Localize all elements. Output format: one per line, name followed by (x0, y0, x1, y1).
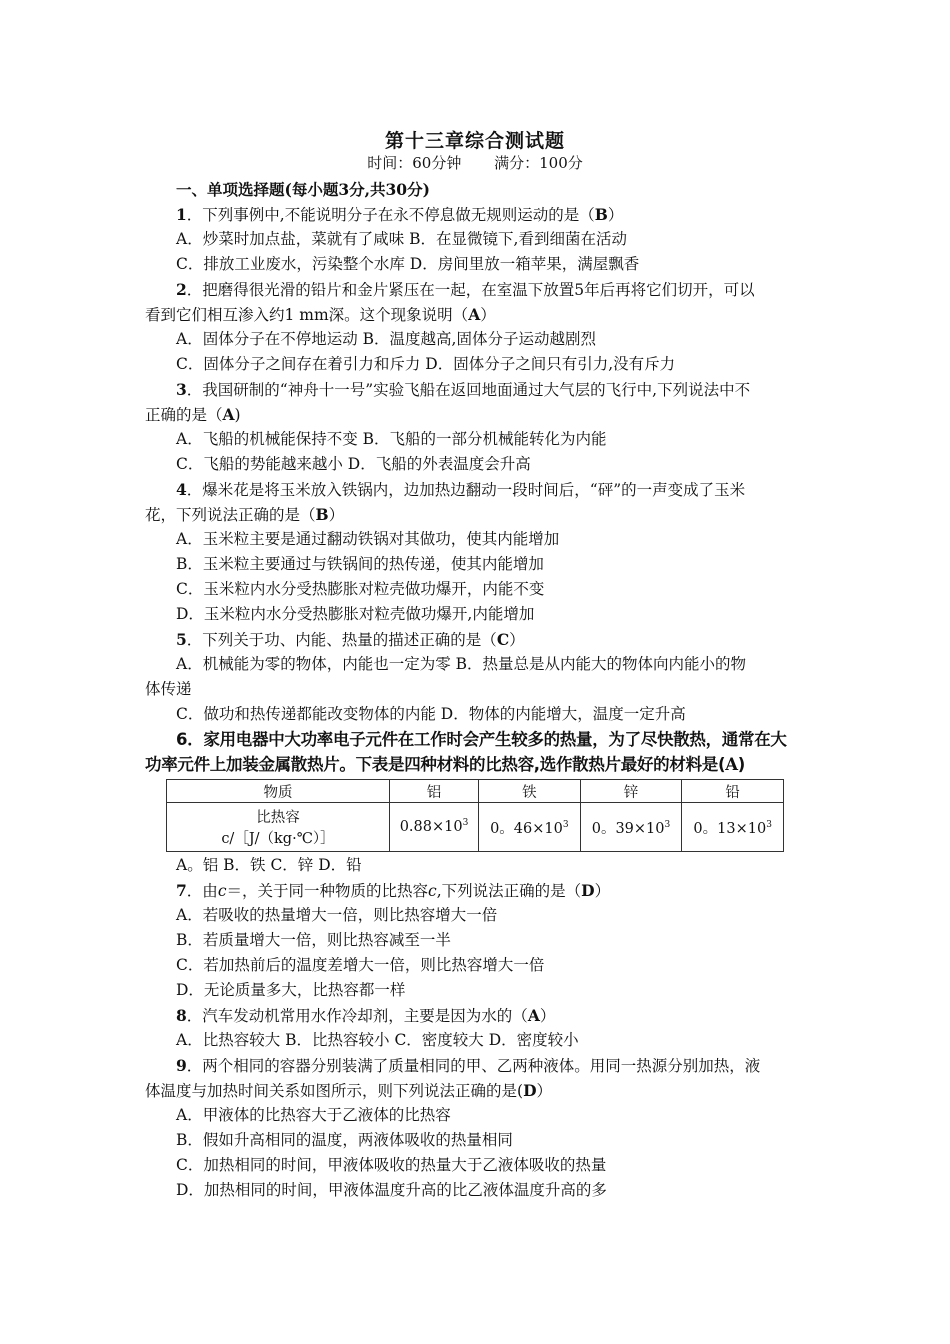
question-5 (145, 627, 810, 652)
option-a: A．若吸收的热量增大一倍，则比热容增大一倍 (176, 906, 498, 924)
table-cell (479, 803, 581, 852)
answer: D (581, 881, 595, 900)
question-text-cont (145, 502, 810, 527)
question-6 (145, 727, 810, 752)
page-title: 第十三章综合测试题 (384, 130, 565, 152)
symbol-c: c (428, 882, 437, 900)
question-8 (145, 1003, 810, 1028)
question-text: ．家用电器中大功率电子元件在工作时会产生较多的热量，为了尽快散热，通常在大 (187, 730, 787, 749)
options-line: C．排放工业废水，污染整个水库 D．房间里放一箱苹果，满屋飘香 (176, 255, 640, 273)
question-text: 花，下列说法正确的是（ (145, 506, 316, 524)
question-list (145, 177, 810, 1203)
question-number: 5 (176, 630, 187, 649)
option-c: C．玉米粒内水分受热膨胀对粒壳做功爆开，内能不变 (176, 580, 545, 598)
question-number: 6 (176, 730, 188, 749)
cell-value: 0。13×10 (693, 820, 767, 837)
symbol-c: c (217, 882, 227, 900)
bracket: ） (539, 1007, 556, 1025)
options-line: C．固体分子之间存在着引力和斥力 D．固体分子之间只有引力,没有斥力 (176, 355, 676, 373)
exponent: 3 (664, 819, 671, 830)
exponent: 3 (462, 818, 469, 829)
question-text: ．我国研制的“神舟十一号”实验飞船在返回地面通过大气层的飞行中,下列说法中不 (186, 381, 751, 399)
question-9 (145, 1053, 810, 1078)
full-score: 满分：100分 (494, 154, 583, 172)
answer: A (222, 405, 235, 424)
option-d: D．玉米粒内水分受热膨胀对粒壳做功爆开,内能增加 (176, 605, 535, 623)
answer: B (594, 205, 608, 224)
table-header-cell: 铁 (479, 780, 581, 803)
row-label-line: 比热容 (256, 810, 300, 826)
options-line: C．飞船的势能越来越小 D．飞船的外表温度会升高 (176, 455, 531, 473)
question-1 (145, 202, 810, 227)
table-header-row (167, 780, 784, 803)
bracket: ) (737, 755, 745, 774)
answer: B (315, 505, 329, 524)
options-line: A．机械能为零的物体，内能也一定为零 B．热量总是从内能大的物体向内能小的物 (176, 655, 747, 673)
option-a: A．甲液体的比热容大于乙液体的比热容 (176, 1106, 451, 1124)
answer: C (496, 630, 510, 649)
question-number: 9 (176, 1056, 187, 1075)
question-number: 4 (176, 480, 187, 499)
table-header-cell: 铝 (390, 780, 479, 803)
table-cell (580, 803, 682, 852)
table-header-cell: 锌 (580, 780, 682, 803)
cell-value: 0。39×10 (591, 820, 665, 837)
table-row (167, 803, 784, 852)
option-d: D．无论质量多大，比热容都一样 (176, 981, 406, 999)
cell-value: 0。46×10 (490, 820, 563, 837)
option-b: B．玉米粒主要通过与铁锅间的热传递，使其内能增加 (176, 555, 544, 573)
question-text: 正确的是（ (145, 406, 223, 424)
table-row-label (167, 803, 390, 852)
section-heading: 一、单项选择题(每小题3分,共30分) (176, 180, 430, 199)
question-text-cont (145, 302, 810, 327)
bracket: ） (509, 631, 525, 649)
question-text: ,下列说法正确的是（ (436, 882, 582, 900)
question-text: ．汽车发动机常用水作冷却剂，主要是因为水的（ (186, 1007, 528, 1025)
question-text: 体温度与加热时间关系如图所示，则下列说法正确的是( (145, 1082, 524, 1100)
bracket: ） (607, 206, 624, 224)
question-text: 看到它们相互渗入约1 mm深。这个现象说明（ (145, 306, 469, 324)
question-text-cont (145, 402, 810, 427)
bracket: ) (234, 406, 241, 424)
bracket: ） (594, 882, 611, 900)
option-c: C．若加热前后的温度差增大一倍，则比热容增大一倍 (176, 956, 545, 974)
time-limit: 时间：60分钟 (367, 154, 462, 172)
question-4 (145, 477, 810, 502)
question-text: ．两个相同的容器分别装满了质量相同的甲、乙两种液体。用同一热源分别加热，液 (186, 1057, 761, 1075)
specific-heat-table (166, 779, 784, 852)
question-text: ＝，关于同一种物质的比热容 (226, 882, 429, 900)
bracket: ） (328, 506, 345, 524)
options-line: A．比热容较大 B．比热容较小 C．密度较大 D．密度较小 (176, 1031, 579, 1049)
answer: D (523, 1081, 537, 1100)
answer: A (725, 755, 738, 774)
question-3 (145, 377, 810, 402)
options-line: A．固体分子在不停地运动 B．温度越高,固体分子运动越剧烈 (176, 330, 596, 348)
question-text: ．下列关于功、内能、热量的描述正确的是（ (186, 631, 497, 649)
table-cell (390, 803, 479, 852)
answer: A (527, 1006, 540, 1025)
question-number: 3 (176, 380, 187, 399)
exponent: 3 (562, 819, 569, 830)
option-b: B．若质量增大一倍，则比热容减至一半 (176, 931, 451, 949)
option-a: A．玉米粒主要是通过翻动铁锅对其做功，使其内能增加 (176, 530, 560, 548)
options-line: A．炒菜时加点盐，菜就有了咸味 B．在显微镜下,看到细菌在活动 (176, 230, 627, 248)
table-header-cell: 铅 (682, 780, 784, 803)
option-d: D．加热相同的时间，甲液体温度升高的比乙液体温度升高的多 (176, 1181, 607, 1199)
question-text-cont (145, 752, 810, 777)
question-7 (145, 878, 810, 903)
options-line: C．做功和热传递都能改变物体的内能 D．物体的内能增大，温度一定升高 (176, 705, 686, 723)
question-number: 1 (176, 205, 187, 224)
question-number: 8 (176, 1006, 187, 1025)
table-header-cell: 物质 (167, 780, 390, 803)
row-label-unit: c/［J/（kg·℃）］ (221, 831, 335, 847)
question-text: ．爆米花是将玉米放入铁锅内，边加热边翻动一段时间后，“砰”的一声变成了玉米 (186, 481, 746, 499)
question-text-cont (145, 1078, 810, 1103)
option-c: C．加热相同的时间，甲液体吸收的热量大于乙液体吸收的热量 (176, 1156, 607, 1174)
question-text: ．由 (186, 882, 218, 900)
exponent: 3 (766, 819, 772, 830)
options-line-cont: 体传递 (145, 680, 192, 698)
question-number: 2 (176, 280, 187, 299)
question-text: 功率元件上加装金属散热片。下表是四种材料的比热容,选作散热片最好的材料是( (145, 755, 726, 774)
question-2 (145, 277, 810, 302)
question-text: ．下列事例中,不能说明分子在永不停息做无规则运动的是（ (186, 206, 595, 224)
question-number: 7 (176, 881, 187, 900)
option-b: B．假如升高相同的温度，两液体吸收的热量相同 (176, 1131, 513, 1149)
options-line: A。铝 B．铁 C．锌 D．铅 (176, 856, 362, 874)
question-text: ．把磨得很光滑的铅片和金片紧压在一起，在室温下放置5年后再将它们切开，可以 (186, 281, 755, 299)
bracket: ） (480, 306, 496, 324)
exam-info (0, 152, 950, 173)
options-line: A．飞船的机械能保持不变 B．飞船的一部分机械能转化为内能 (176, 430, 607, 448)
answer: A (468, 305, 481, 324)
bracket: ） (536, 1082, 553, 1100)
cell-value: 0.88×10 (399, 819, 463, 835)
table-cell (682, 803, 784, 852)
